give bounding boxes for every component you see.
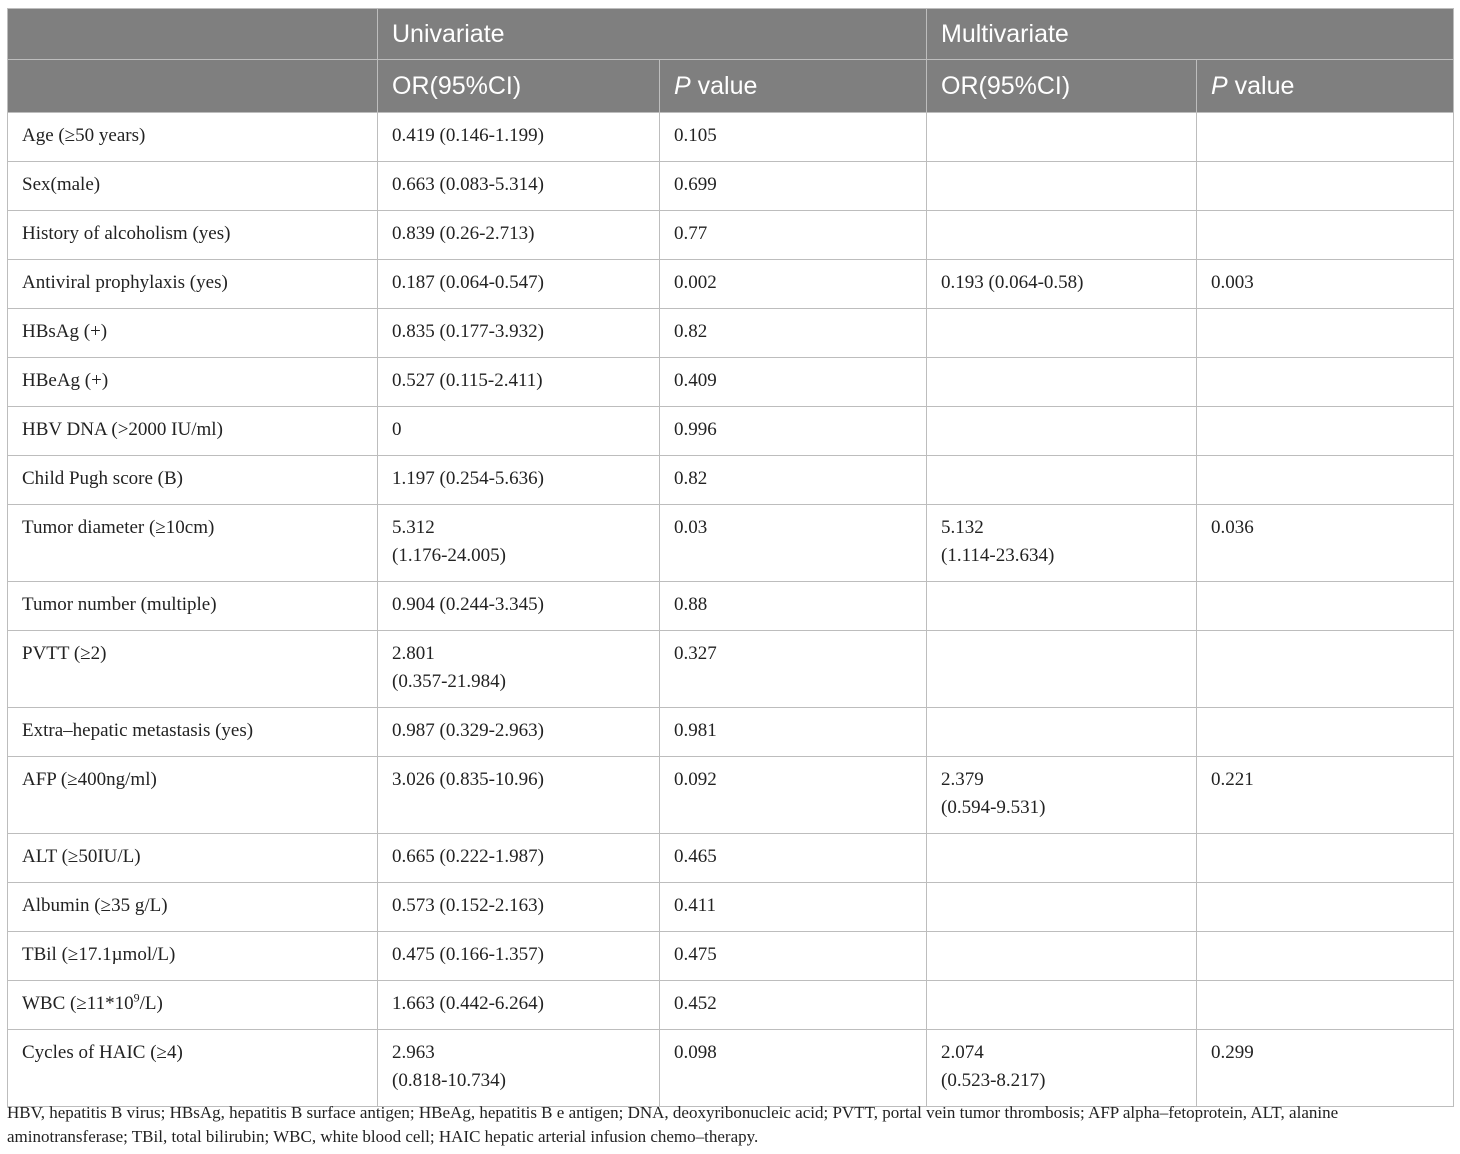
row-label — [8, 981, 378, 1030]
univariate-or-cell — [378, 708, 660, 757]
univariate-or-cell-line: 0.904 (0.244-3.345) — [392, 594, 544, 615]
univariate-or-cell — [378, 407, 660, 456]
univariate-p-cell: 0.82 — [660, 309, 927, 358]
univariate-or-cell-line: 1.663 (0.442-6.264) — [392, 993, 544, 1014]
univariate-or-cell-line: 0.987 (0.329-2.963) — [392, 720, 544, 741]
row-label-text: WBC (≥11*10 — [22, 993, 134, 1014]
table-row — [8, 757, 1454, 834]
univariate-p-cell: 0.452 — [660, 981, 927, 1030]
univariate-p-cell: 0.77 — [660, 211, 927, 260]
multivariate-p-cell: 0.221 — [1197, 757, 1454, 834]
univariate-or-cell — [378, 211, 660, 260]
univariate-or-cell — [378, 309, 660, 358]
multivariate-or-cell — [927, 505, 1197, 582]
row-label: HBsAg (+) — [8, 309, 378, 358]
univariate-or-cell-line: 0.663 (0.083-5.314) — [392, 174, 544, 195]
header-univariate: Univariate — [378, 9, 927, 60]
multivariate-p-cell — [1197, 708, 1454, 757]
univariate-or-cell-line: 0.665 (0.222-1.987) — [392, 846, 544, 867]
univariate-or-cell — [378, 757, 660, 834]
row-label-text: /L) — [139, 993, 163, 1014]
univariate-or-cell — [378, 162, 660, 211]
table-row — [8, 162, 1454, 211]
header-uni-or: OR(95%CI) — [378, 60, 660, 113]
row-label: TBil (≥17.1µmol/L) — [8, 932, 378, 981]
univariate-p-cell: 0.82 — [660, 456, 927, 505]
multivariate-or-cell-line: (1.114-23.634) — [941, 545, 1055, 566]
univariate-or-cell — [378, 260, 660, 309]
univariate-or-cell — [378, 358, 660, 407]
univariate-p-cell: 0.03 — [660, 505, 927, 582]
univariate-or-cell-line: 0 — [392, 419, 402, 440]
univariate-p-cell: 0.475 — [660, 932, 927, 981]
table-row — [8, 631, 1454, 708]
p-italic: P — [1211, 71, 1228, 100]
row-label: Antiviral prophylaxis (yes) — [8, 260, 378, 309]
multivariate-or-cell — [927, 260, 1197, 309]
row-label: HBeAg (+) — [8, 358, 378, 407]
table-row — [8, 1030, 1454, 1107]
table-row — [8, 309, 1454, 358]
univariate-p-cell: 0.409 — [660, 358, 927, 407]
multivariate-p-cell — [1197, 456, 1454, 505]
header-row-columns — [8, 60, 1454, 113]
row-label: Sex(male) — [8, 162, 378, 211]
row-label: History of alcoholism (yes) — [8, 211, 378, 260]
univariate-p-cell: 0.411 — [660, 883, 927, 932]
multivariate-or-cell-line: 2.074 — [941, 1042, 984, 1063]
table-footnote: HBV, hepatitis B virus; HBsAg, hepatitis B surface antigen; HBeAg, hepatitis B e antigen; DNA, deoxyribonucleic acid; PVTT, portal vein tumor thrombosis; AFP alpha–fetoprotein, ALT, alanine aminotransferase; TBil, total bilirubin; WBC, white blood cell; HAIC hepatic arterial infusion chemo–therapy. — [7, 1103, 1339, 1146]
table-row — [8, 505, 1454, 582]
multivariate-or-cell — [927, 834, 1197, 883]
univariate-or-cell — [378, 505, 660, 582]
univariate-or-cell-line: 0.839 (0.26-2.713) — [392, 223, 535, 244]
univariate-p-cell: 0.327 — [660, 631, 927, 708]
table-row — [8, 358, 1454, 407]
multivariate-p-cell — [1197, 358, 1454, 407]
univariate-or-cell — [378, 631, 660, 708]
multivariate-or-cell-line: 2.379 — [941, 769, 984, 790]
univariate-or-cell — [378, 113, 660, 162]
univariate-or-cell-line: 2.801 — [392, 643, 435, 664]
multivariate-p-cell: 0.036 — [1197, 505, 1454, 582]
univariate-or-cell — [378, 582, 660, 631]
multivariate-or-cell — [927, 407, 1197, 456]
row-label-superscript: 9 — [133, 990, 140, 1005]
univariate-or-cell-line: 2.963 — [392, 1042, 435, 1063]
multivariate-p-cell — [1197, 407, 1454, 456]
univariate-or-cell — [378, 456, 660, 505]
table-row — [8, 582, 1454, 631]
multivariate-or-cell-line: 0.193 (0.064-0.58) — [941, 272, 1084, 293]
multivariate-or-cell — [927, 883, 1197, 932]
p-italic: P — [674, 71, 691, 100]
regression-table — [7, 8, 1454, 1107]
multivariate-or-cell — [927, 309, 1197, 358]
univariate-or-cell-line: 0.187 (0.064-0.547) — [392, 272, 544, 293]
univariate-p-cell: 0.981 — [660, 708, 927, 757]
multivariate-or-cell — [927, 981, 1197, 1030]
multivariate-or-cell-line: (0.523-8.217) — [941, 1070, 1046, 1091]
table-row — [8, 113, 1454, 162]
univariate-or-cell-line: 5.312 — [392, 517, 435, 538]
multivariate-p-cell — [1197, 932, 1454, 981]
table-row — [8, 883, 1454, 932]
univariate-or-cell — [378, 981, 660, 1030]
multivariate-or-cell — [927, 113, 1197, 162]
multivariate-p-cell — [1197, 113, 1454, 162]
univariate-p-cell: 0.105 — [660, 113, 927, 162]
header-multi-or: OR(95%CI) — [927, 60, 1197, 113]
multivariate-or-cell — [927, 582, 1197, 631]
table-body — [8, 113, 1454, 1107]
header-uni-p — [660, 60, 927, 113]
univariate-or-cell — [378, 932, 660, 981]
header-blank-cell — [8, 60, 378, 113]
header-multi-p — [1197, 60, 1454, 113]
univariate-or-cell — [378, 1030, 660, 1107]
table-row — [8, 260, 1454, 309]
univariate-p-cell: 0.996 — [660, 407, 927, 456]
multivariate-or-cell — [927, 358, 1197, 407]
multivariate-p-cell — [1197, 631, 1454, 708]
univariate-or-cell-line: 3.026 (0.835-10.96) — [392, 769, 544, 790]
univariate-p-cell: 0.098 — [660, 1030, 927, 1107]
multivariate-or-cell — [927, 211, 1197, 260]
multivariate-or-cell — [927, 162, 1197, 211]
row-label: Tumor number (multiple) — [8, 582, 378, 631]
p-rest: value — [1227, 71, 1295, 100]
header-row-groups — [8, 9, 1454, 60]
table-row — [8, 708, 1454, 757]
header-blank-cell — [8, 9, 378, 60]
row-label: HBV DNA (>2000 IU/ml) — [8, 407, 378, 456]
row-label: Albumin (≥35 g/L) — [8, 883, 378, 932]
multivariate-or-cell — [927, 757, 1197, 834]
table-row — [8, 211, 1454, 260]
p-rest: value — [690, 71, 758, 100]
header-multivariate: Multivariate — [927, 9, 1454, 60]
univariate-p-cell: 0.465 — [660, 834, 927, 883]
table-row — [8, 981, 1454, 1030]
univariate-or-cell-line: 0.419 (0.146-1.199) — [392, 125, 544, 146]
table-row — [8, 407, 1454, 456]
row-label: Cycles of HAIC (≥4) — [8, 1030, 378, 1107]
table-row — [8, 834, 1454, 883]
multivariate-or-cell — [927, 708, 1197, 757]
multivariate-p-cell — [1197, 883, 1454, 932]
univariate-or-cell-line: 0.835 (0.177-3.932) — [392, 321, 544, 342]
univariate-or-cell-line: 0.475 (0.166-1.357) — [392, 944, 544, 965]
multivariate-p-cell: 0.003 — [1197, 260, 1454, 309]
multivariate-p-cell — [1197, 309, 1454, 358]
univariate-or-cell — [378, 834, 660, 883]
row-label: Age (≥50 years) — [8, 113, 378, 162]
univariate-or-cell-line: (0.357-21.984) — [392, 671, 506, 692]
multivariate-p-cell — [1197, 211, 1454, 260]
multivariate-or-cell-line: 5.132 — [941, 517, 984, 538]
multivariate-p-cell — [1197, 834, 1454, 883]
univariate-or-cell-line: 0.573 (0.152-2.163) — [392, 895, 544, 916]
table-row — [8, 932, 1454, 981]
table-header — [8, 9, 1454, 113]
row-label: AFP (≥400ng/ml) — [8, 757, 378, 834]
multivariate-p-cell — [1197, 162, 1454, 211]
univariate-or-cell-line: 1.197 (0.254-5.636) — [392, 468, 544, 489]
univariate-p-cell: 0.002 — [660, 260, 927, 309]
multivariate-or-cell — [927, 631, 1197, 708]
row-label: Tumor diameter (≥10cm) — [8, 505, 378, 582]
univariate-p-cell: 0.88 — [660, 582, 927, 631]
univariate-or-cell-line: 0.527 (0.115-2.411) — [392, 370, 543, 391]
multivariate-or-cell — [927, 932, 1197, 981]
univariate-or-cell-line: (1.176-24.005) — [392, 545, 506, 566]
row-label: ALT (≥50IU/L) — [8, 834, 378, 883]
multivariate-or-cell-line: (0.594-9.531) — [941, 797, 1046, 818]
multivariate-p-cell — [1197, 981, 1454, 1030]
table-row — [8, 456, 1454, 505]
multivariate-p-cell — [1197, 582, 1454, 631]
univariate-or-cell-line: (0.818-10.734) — [392, 1070, 506, 1091]
multivariate-or-cell — [927, 456, 1197, 505]
univariate-or-cell — [378, 883, 660, 932]
univariate-p-cell: 0.092 — [660, 757, 927, 834]
results-table-container — [7, 8, 1453, 1107]
multivariate-p-cell: 0.299 — [1197, 1030, 1454, 1107]
univariate-p-cell: 0.699 — [660, 162, 927, 211]
row-label: Child Pugh score (B) — [8, 456, 378, 505]
row-label: PVTT (≥2) — [8, 631, 378, 708]
row-label: Extra–hepatic metastasis (yes) — [8, 708, 378, 757]
multivariate-or-cell — [927, 1030, 1197, 1107]
